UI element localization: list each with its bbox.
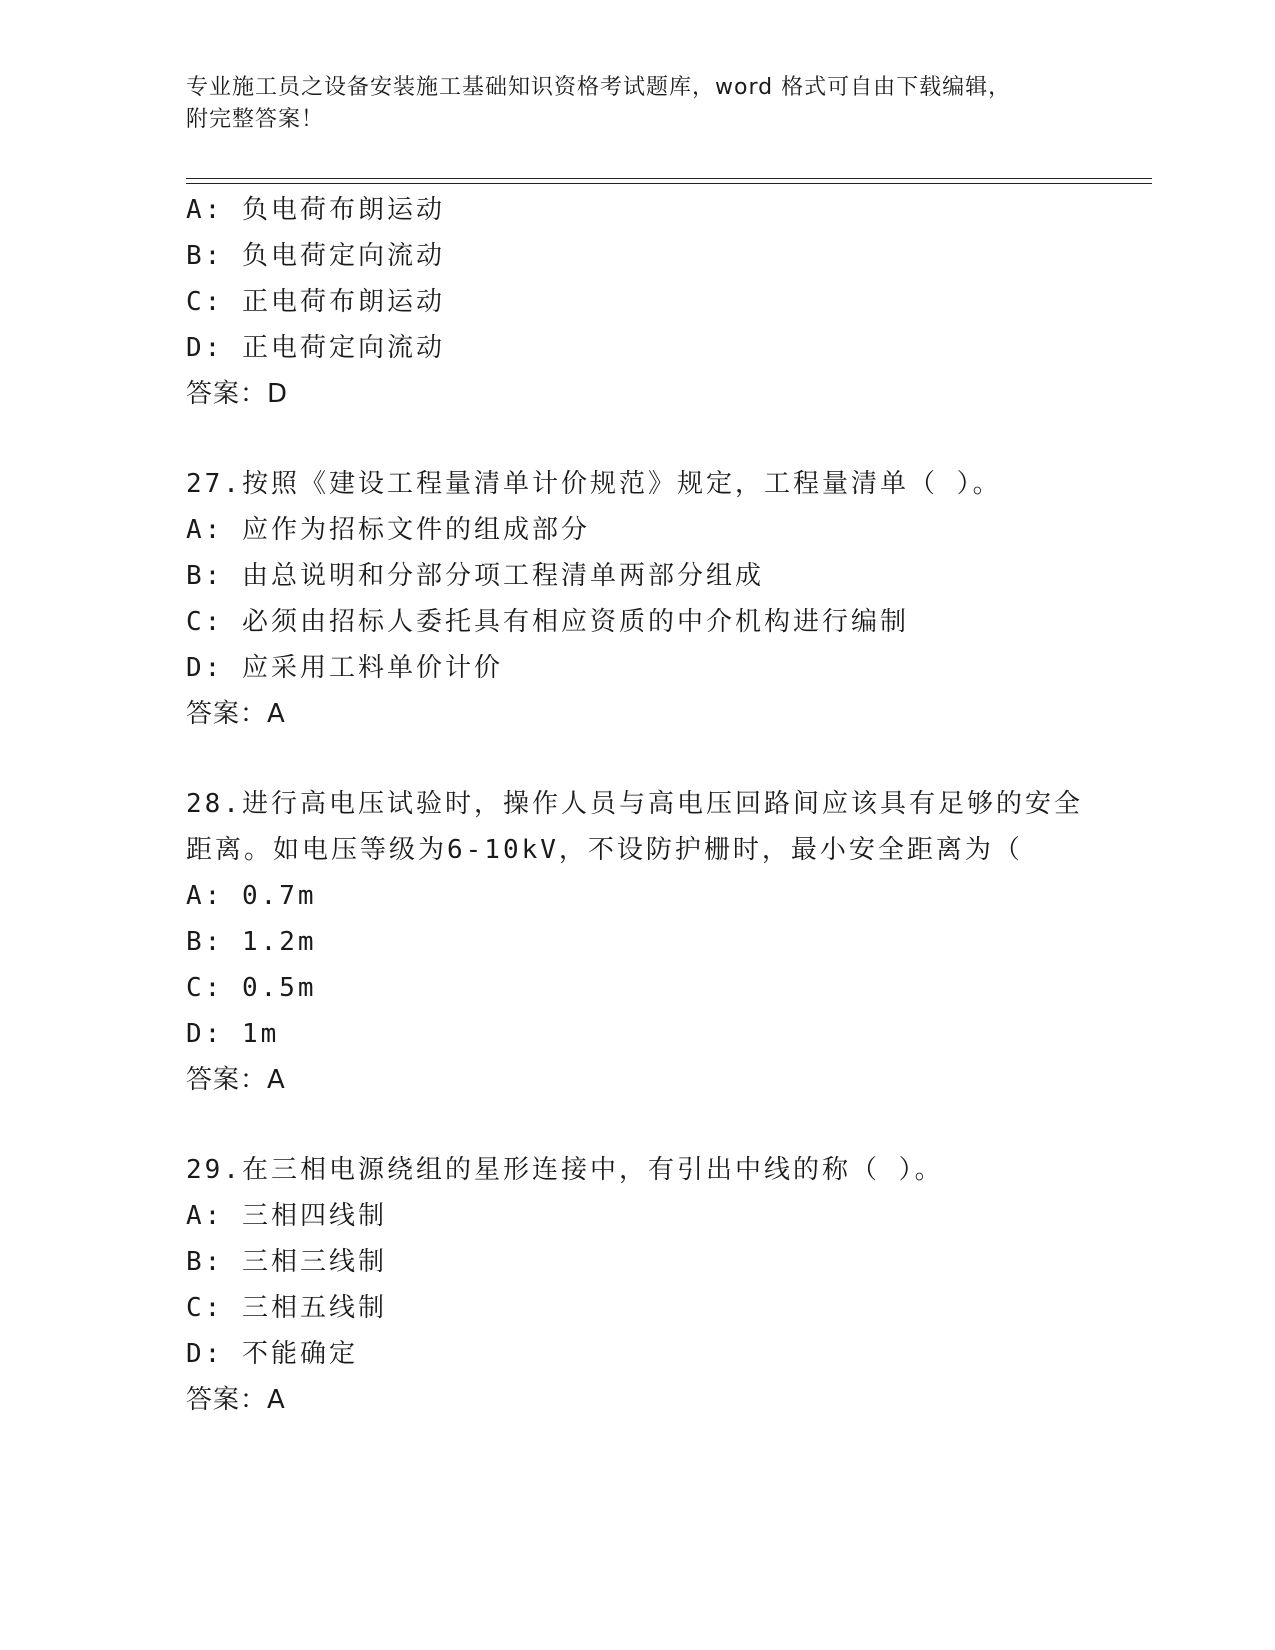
question-29: [186, 1147, 1126, 1423]
option-b: B: 三相三线制: [186, 1247, 387, 1277]
option-a: A: 三相四线制: [186, 1201, 387, 1231]
answer-line: 答案：A: [186, 1065, 286, 1095]
answer-line: 答案：D: [186, 379, 289, 409]
option-c: C: 三相五线制: [186, 1293, 387, 1323]
question-text-line-2: 距离。如电压等级为6-10kV，不设防护栅时，最小安全距离为（: [186, 835, 1023, 865]
header-divider-top: [186, 178, 1152, 179]
question-text: 27.按照《建设工程量清单计价规范》规定，工程量清单（ ）。: [186, 469, 1002, 499]
header-line-2: 附完整答案！: [186, 107, 325, 132]
option-b: B: 由总说明和分部分项工程清单两部分组成: [186, 561, 764, 591]
option-c: C: 正电荷布朗运动: [186, 287, 445, 317]
question-28: [186, 781, 1126, 1103]
document-header: [186, 72, 1086, 136]
option-b: B: 1.2m: [186, 927, 317, 957]
header-line-1: 专业施工员之设备安装施工基础知识资格考试题库，word 格式可自由下载编辑，: [186, 75, 1012, 100]
option-d: D: 正电荷定向流动: [186, 333, 445, 363]
answer-line: 答案：A: [186, 1385, 286, 1415]
answer-line: 答案：A: [186, 699, 286, 729]
question-27: [186, 461, 1126, 737]
option-a: A: 应作为招标文件的组成部分: [186, 515, 590, 545]
option-d: D: 应采用工料单价计价: [186, 653, 503, 683]
header-divider-bottom: [186, 183, 1152, 184]
question-list: [186, 187, 1126, 1467]
option-c: C: 0.5m: [186, 973, 317, 1003]
option-d: D: 不能确定: [186, 1339, 358, 1369]
question-prev: [186, 187, 1126, 417]
option-d: D: 1m: [186, 1019, 280, 1049]
question-text: 29.在三相电源绕组的星形连接中，有引出中线的称（ ）。: [186, 1155, 944, 1185]
option-a: A: 负电荷布朗运动: [186, 195, 445, 225]
question-text-line-1: 28.进行高电压试验时，操作人员与高电压回路间应该具有足够的安全: [186, 789, 1083, 819]
option-a: A: 0.7m: [186, 881, 317, 911]
option-b: B: 负电荷定向流动: [186, 241, 445, 271]
option-c: C: 必须由招标人委托具有相应资质的中介机构进行编制: [186, 607, 909, 637]
